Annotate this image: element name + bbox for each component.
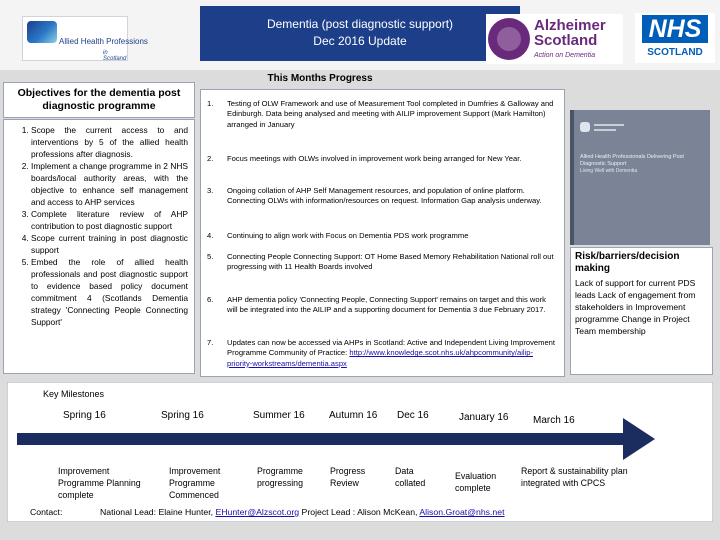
report-cover-stripe [570, 110, 574, 245]
objective-item: 3. Complete literature review of AHP contribution to post diagnostic support [31, 208, 188, 232]
nhs-logo-sub: SCOTLAND [647, 47, 703, 58]
alzheimer-logo-tagline: Action on Dementia [534, 52, 596, 59]
progress-item-number: 3. [207, 186, 214, 195]
objective-item: 1. Scope the current access to and interventions by 5 of the allied health professions after diagnosis. [31, 124, 188, 160]
alzheimer-scotland-logo [486, 14, 623, 64]
project-lead-email-link[interactable]: Alison.Groat@nhs.net [419, 507, 505, 517]
milestone-description: Improvement Programme Planning complete [58, 466, 141, 500]
ahp-logo [22, 16, 148, 62]
nhs-logo-mark: NHS [642, 15, 708, 43]
milestone-date: Autumn 16 [329, 410, 378, 421]
progress-item-text: Testing of OLW Framework and use of Measurement Tool completed in Dumfries & Galloway and Edinburgh. Data being analysed and meeting with AILIP improvement Support (Mark Hamilton) arranged in January [227, 99, 554, 129]
progress-item-number: 5. [207, 252, 214, 261]
contact-row [0, 507, 720, 521]
milestone-description: Improvement Programme Commenced [169, 466, 221, 500]
national-lead-name: Elaine Hunter, [158, 507, 214, 517]
contact-label: Contact: [30, 507, 63, 517]
objectives-title: Objectives for the dementia post diagnostic programme [3, 82, 195, 118]
ahp-logo-mark-icon [27, 21, 57, 43]
page-subtitle: Dec 2016 Update [313, 34, 407, 48]
progress-item-text: Continuing to align work with Focus on Dementia PDS work programme [227, 231, 469, 240]
milestones-title: Key Milestones [43, 389, 105, 399]
key-milestones [7, 382, 713, 522]
timeline-arrow-shaft [17, 433, 627, 445]
progress-item-text: Connecting People Connecting Support: OT Home Based Memory Rehabilitation National roll out progressing with 11 Health Boards involved [227, 252, 554, 272]
progress-list [200, 89, 565, 377]
alzheimer-logo-name [534, 18, 606, 48]
milestones-frame [7, 382, 713, 522]
milestone-description: Progress Review [330, 466, 366, 488]
objective-item: 4. Scope current training in post diagnostic support [31, 232, 188, 256]
progress-heading: This Months Progress [267, 73, 373, 84]
progress-item-text [227, 338, 557, 369]
national-lead-email-link[interactable]: EHunter@Alzscot.org [215, 507, 300, 517]
progress-item-number: 1. [207, 99, 214, 108]
milestone-date: Dec 16 [397, 410, 429, 421]
milestone-description: Data collated [395, 466, 426, 488]
progress-item-number: 2. [207, 154, 214, 163]
ahp-logo-sub: in Scotland [103, 50, 127, 62]
report-cover-rule [594, 129, 616, 131]
timeline-arrow [7, 382, 713, 522]
progress-item-number: 6. [207, 295, 214, 304]
progress-item-7-text: Updates can now be accessed via AHPs in Scotland: Active and Independent Living Improvement Programme Community of Practice: [227, 338, 555, 358]
alzheimer-logo-name-line2: Scotland [534, 32, 598, 49]
title-box [200, 6, 520, 61]
milestone-description: Evaluation complete [455, 471, 497, 493]
objective-item: 5. Embed the role of allied health professionals and post diagnostic support to evidence based policy document commitment 4 (Scotlands Dementia strategy 'Connecting People Connecting Support' [31, 256, 188, 328]
report-cover-logo-icon [580, 122, 590, 132]
alzheimer-logo-name-line1: Alzheimer [534, 17, 606, 34]
risks-panel [570, 247, 713, 375]
alzheimer-logo-mark-icon [488, 18, 530, 60]
report-cover-title: Allied Health Professionals Delivering Post Diagnostic Support [580, 154, 684, 167]
progress-item-number: 4. [207, 231, 214, 240]
community-of-practice-link[interactable]: http://www.knowledge.scot.nhs.uk/ahpcommunity/ailip-priority-workstreams/dementia.aspx [227, 348, 534, 368]
risks-text: Lack of support for current PDS leads Lack of engagement from stakeholders in Improvement programme Change in Project Team membership [575, 278, 696, 336]
report-cover-rule [594, 124, 624, 126]
progress-item-text: Ongoing collation of AHP Self Management resources, and population of online platform. Connecting OLWs with information/resources on request. Information Gap analysis underway. [227, 186, 542, 206]
milestone-date: Summer 16 [253, 410, 305, 421]
national-lead-label: National Lead: [100, 507, 157, 517]
milestone-date: January 16 [459, 412, 509, 423]
milestone-date: Spring 16 [161, 410, 204, 421]
project-lead-label: Project Lead : Alison McKean, [301, 507, 418, 517]
contact-details [100, 507, 505, 517]
milestone-description: Report & sustainability plan integrated with CPCS [521, 466, 628, 488]
report-cover-subtitle: Living Well with Dementia [580, 168, 638, 174]
ahp-logo-name: Allied Health Professions [59, 37, 148, 46]
milestone-description: Programme progressing [257, 466, 303, 488]
header-banner [0, 0, 720, 70]
risks-title: Risk/barriers/decision making [575, 251, 680, 274]
page-title: Dementia (post diagnostic support) [266, 17, 454, 31]
milestone-date: March 16 [533, 415, 575, 426]
progress-item-text: AHP dementia policy 'Connecting People, Connecting Support' remains on target and this work will be integrated into the AILIP and a supporting document for Dementia 3 due February 2017. [227, 295, 546, 315]
objectives-list [3, 119, 195, 374]
milestone-date: Spring 16 [63, 410, 106, 421]
progress-item-text: Focus meetings with OLWs involved in improvement work being arranged for New Year. [227, 154, 522, 163]
progress-item-number: 7. [207, 338, 214, 347]
report-cover-image [570, 110, 710, 245]
objective-item: 2. Implement a change programme in 2 NHS boards/local authority areas, with the objective to enhance self management and access to AHP services [31, 160, 188, 208]
nhs-scotland-logo [635, 13, 715, 63]
